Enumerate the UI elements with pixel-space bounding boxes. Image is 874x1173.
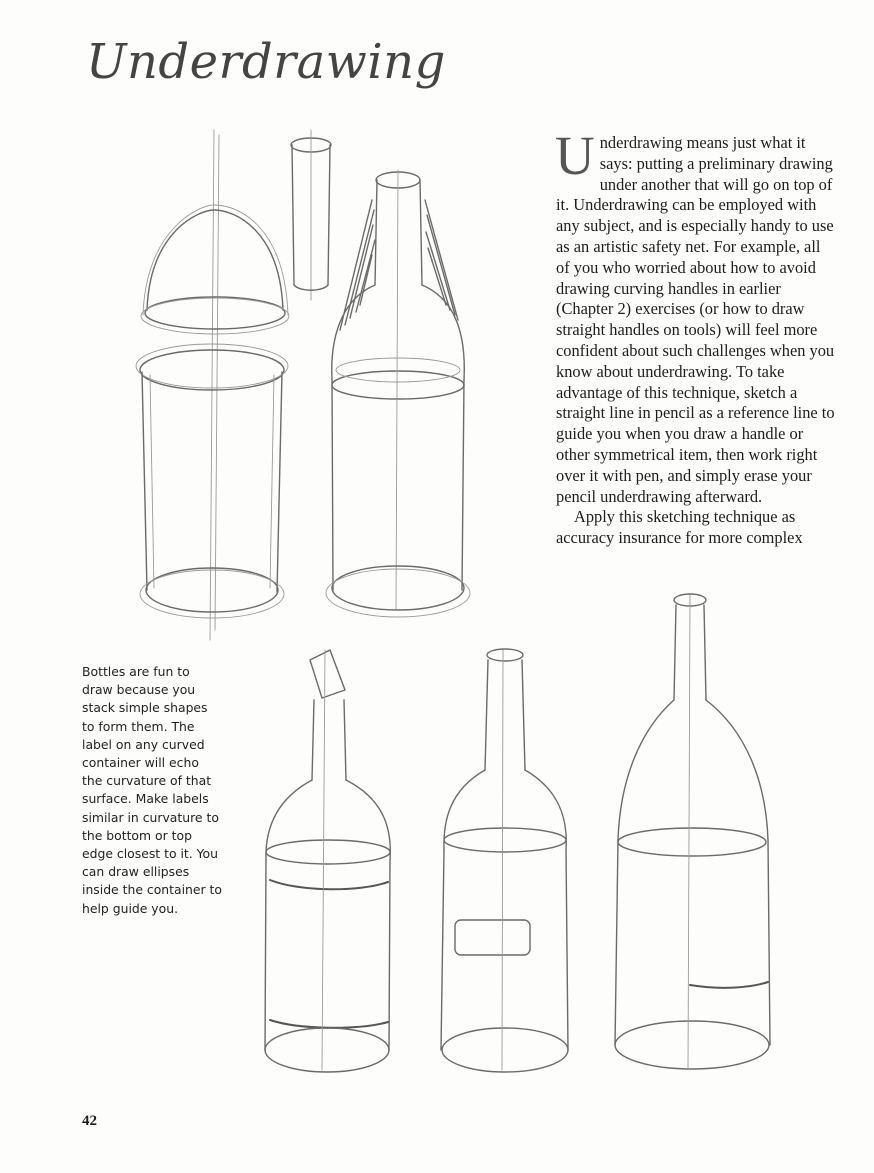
figure-caption: Bottles are fun to draw because you stack simple shapes to form them. The label on any curved container will echo the curvature of that surface. Make labels similar in curvature to the bottom or top edge closest to it. You can draw ellipses inside the container to help guide you. — [82, 664, 222, 916]
body-paragraph-2: Apply this sketching technique as accuracy insurance for more complex — [556, 507, 803, 548]
body-paragraph-1-text: nderdrawing means just what it says: putting a preliminary drawing under another that will go on top of it. Underdrawing can be employed with any subject, and is especially handy to use as an artistic safety net. For example, all of you who worried about how to avoid drawing curving handles in earlier (Chapter 2) exercises (or how to draw straight handles on tools) will feel more confident about such challenges when you know about underdrawing. To take advantage of this technique, sketch a straight line in pencil as a reference line to guide you when you draw a handle or other symmetrical item, then work right over it with pen, and simply erase your pencil underdrawing afterward. — [556, 133, 835, 506]
drop-cap: U — [555, 125, 595, 186]
page-title: Underdrawing — [86, 34, 446, 90]
page-number: 42 — [82, 1113, 97, 1129]
